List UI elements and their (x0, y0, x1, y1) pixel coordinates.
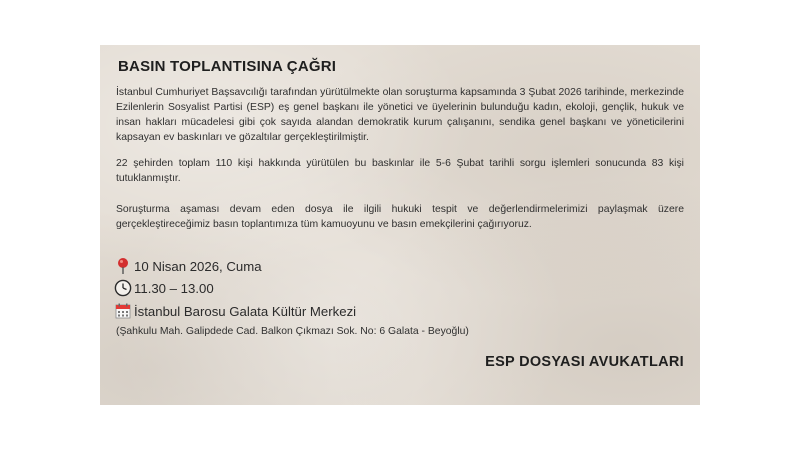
clock-icon (114, 279, 132, 297)
paragraph-1: İstanbul Cumhuriyet Başsavcılığı tarafından yürütülmekte olan soruşturma kapsamında 3 Şubat 2026 tarihinde, merkezinde Ezilenlerin Sosyalist Partisi (ESP) eş genel başkanı ile yönetici ve üyelerinin bulunduğu kadın, ekoloji, gençlik, hukuk ve insan hakları mücadelesi gibi çok sayıda alandan demokratik kurum çalışanını, sendika genel başkanı ve yöneticilerini kapsayan ev baskınları ve gözaltılar gerçekleştirilmiştir. (116, 87, 684, 143)
event-time-row (114, 278, 214, 298)
paragraph-2: 22 şehirden toplam 110 kişi hakkında yürütülen bu baskınlar ile 5-6 Şubat tarihli sorgu işlemleri sonucunda 83 kişi tutuklanmıştır. (116, 158, 684, 184)
calendar-icon (114, 302, 132, 320)
document-title: BASIN TOPLANTISINA ÇAĞRI (118, 58, 337, 75)
event-venue-row (114, 301, 356, 321)
event-venue: İstanbul Barosu Galata Kültür Merkezi (134, 303, 357, 319)
signature: ESP DOSYASI AVUKATLARI (485, 354, 684, 370)
event-time: 11.30 – 13.00 (134, 280, 214, 296)
paragraph-3: Soruşturma aşaması devam eden dosya ile ilgili hukuki tespit ve değerlendirmelerimizi paylaşmak üzere gerçekleştireceğimiz basın toplantımıza tüm kamuoyunu ve basın emekçilerini çağırıyoruz. (116, 204, 684, 230)
press-invitation-card (100, 45, 700, 405)
event-address: (Şahkulu Mah. Galipdede Cad. Balkon Çıkmazı Sok. No: 6 Galata - Beyoğlu) (116, 326, 469, 337)
map-pin-icon (114, 257, 132, 275)
event-date-row (114, 256, 262, 276)
event-date: 10 Nisan 2026, Cuma (134, 258, 262, 274)
